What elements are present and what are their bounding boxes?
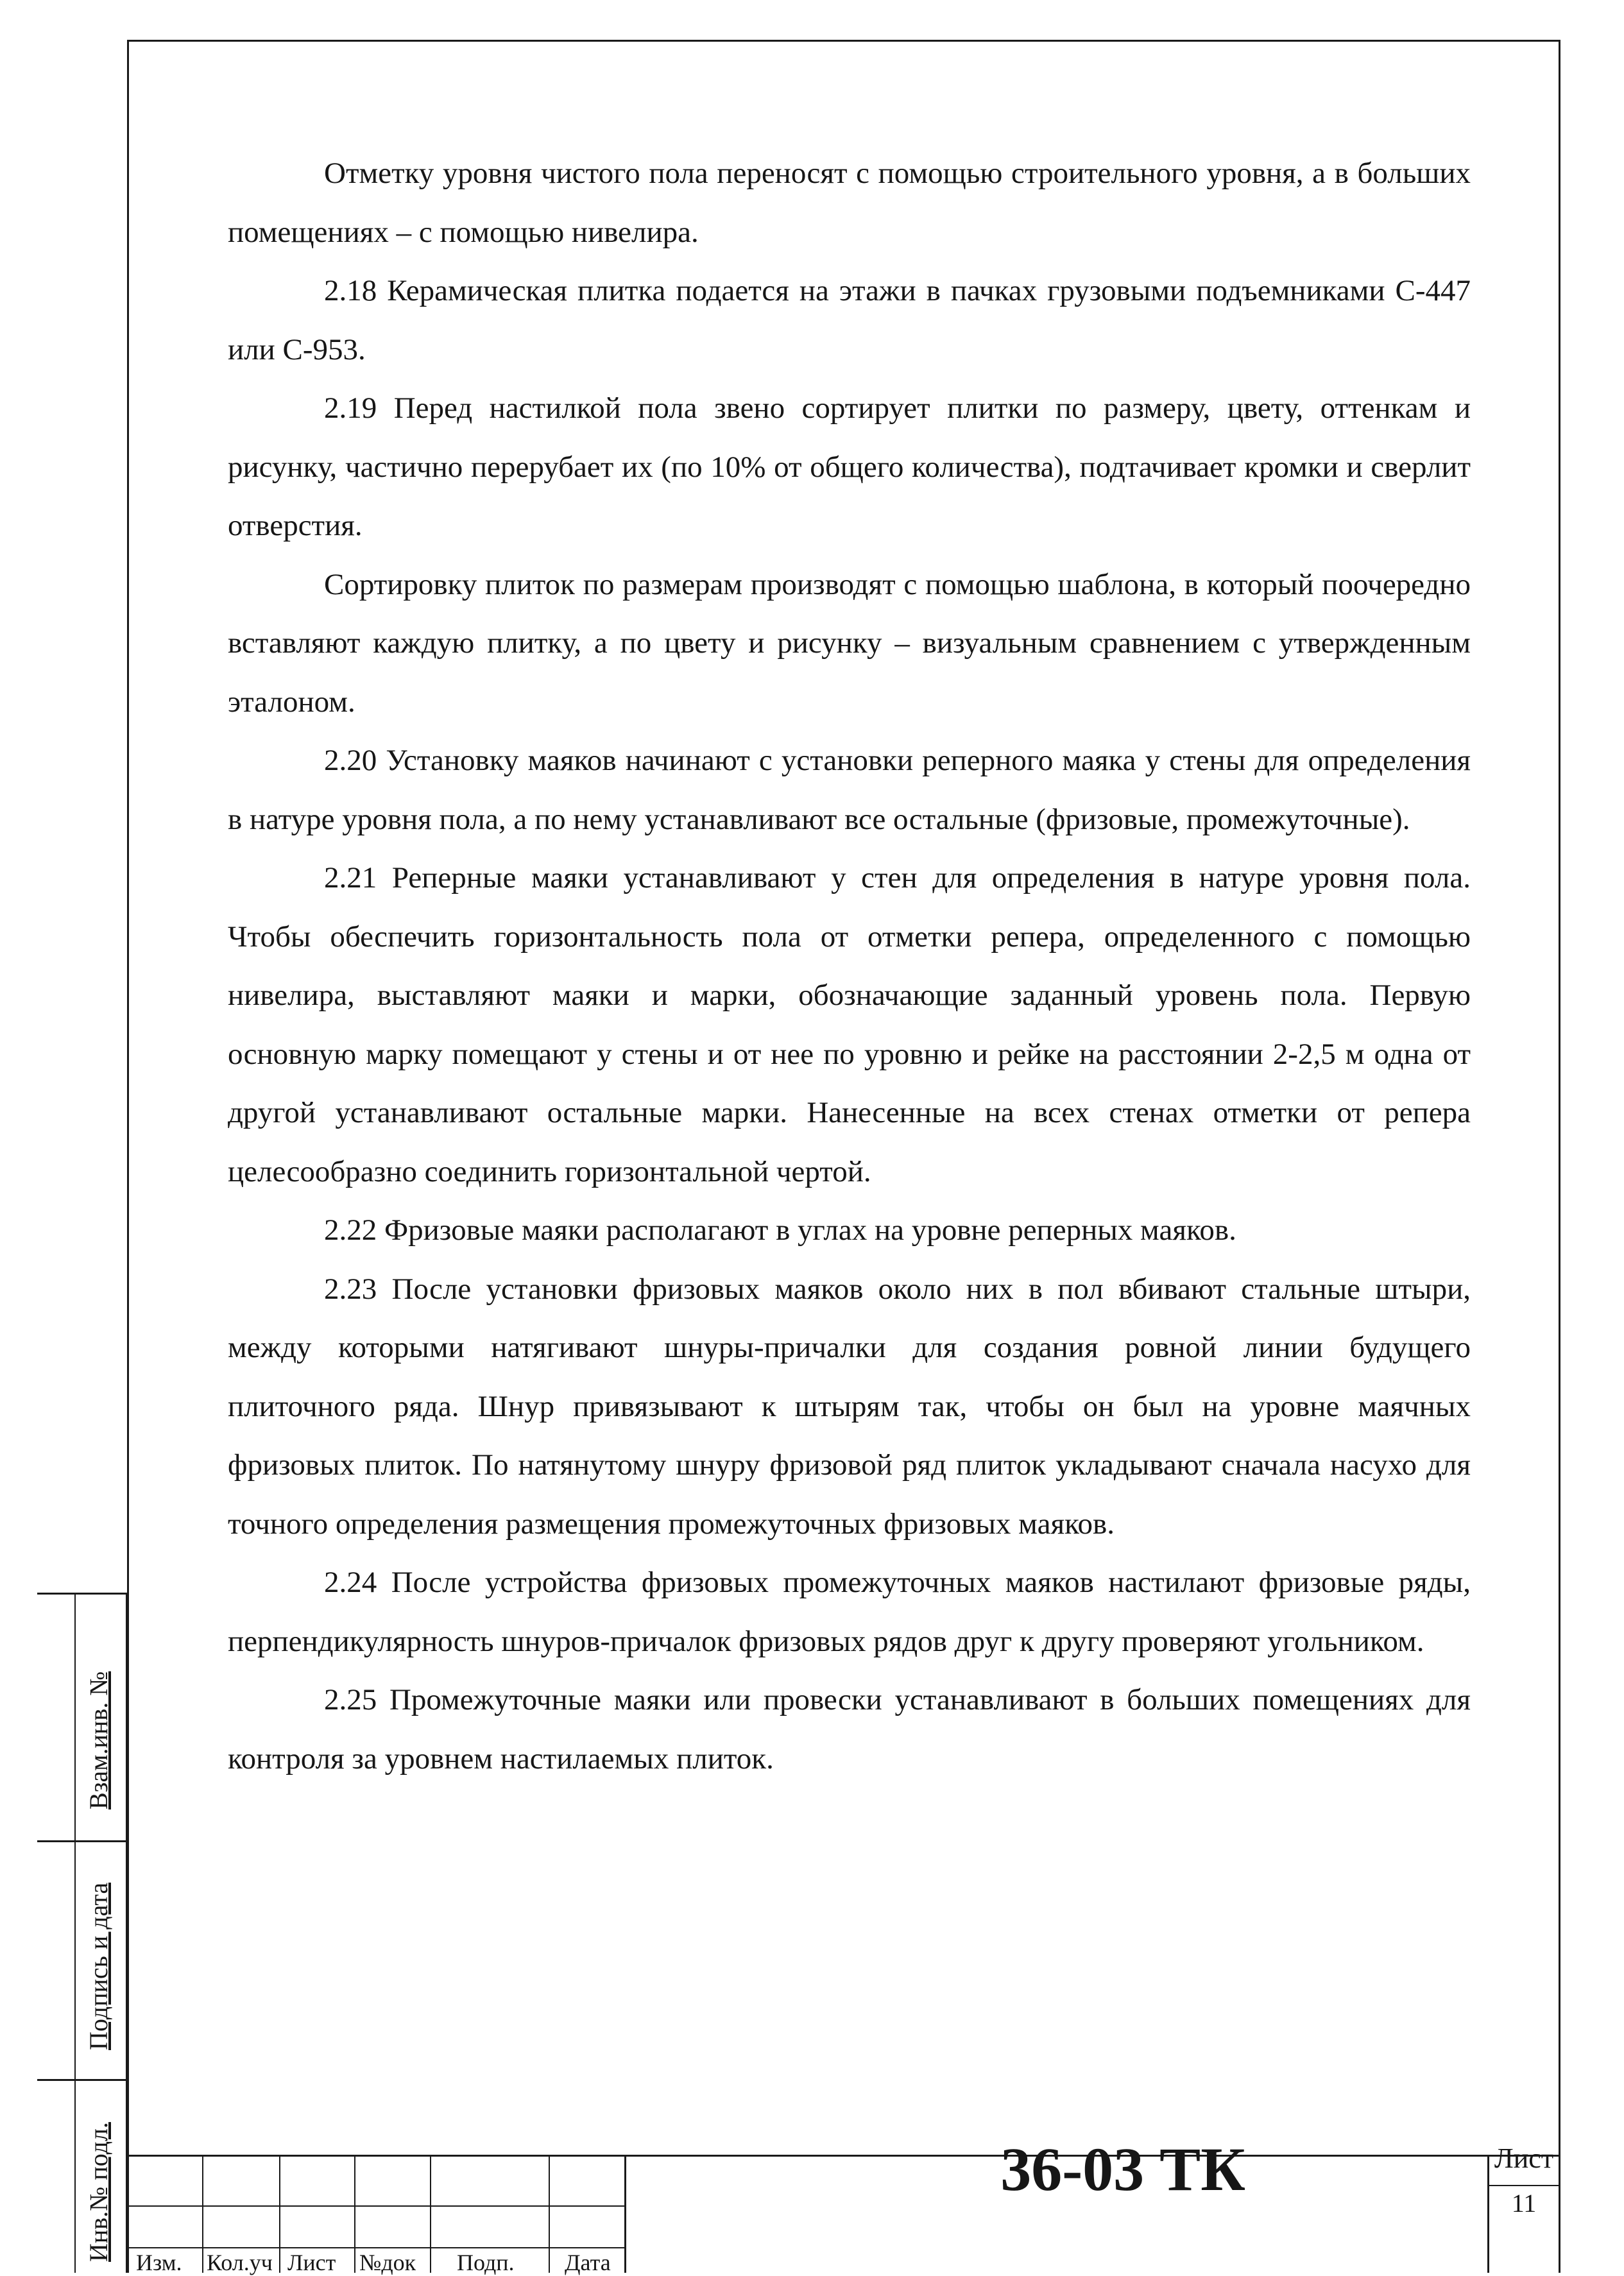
paragraph: Сортировку плиток по размерам производят с помощью шаблона, в который поочередно вставляют каждую плитку, а по цвету и рисунку – визуальным сравнением с утвержденным эталоном. bbox=[228, 567, 1471, 719]
paragraph: 2.25 Промежуточные маяки или провески устанавливают в больших помещениях для контроля за уровнем настилаемых плиток. bbox=[228, 1683, 1471, 1775]
paragraph: 2.19 Перед настилкой пола звено сортирует плитки по размеру, цвету, оттенкам и рисунку, частично перерубает их (по 10% от общего количества), подтачивает кромки и сверлит отверстия. bbox=[228, 391, 1471, 542]
side-stamp bbox=[37, 1593, 127, 2273]
side-stamp-divider bbox=[74, 1595, 76, 2273]
paragraph: 2.20 Установку маяков начинают с установки реперного маяка у стены для определения в натуре уровня пола, а по нему устанавливают все остальные (фризовые, промежуточные). bbox=[228, 744, 1471, 836]
title-block-col-line bbox=[279, 2155, 280, 2273]
side-stamp-podpis: Подпись и дата bbox=[84, 1882, 113, 2050]
main-text bbox=[228, 144, 1471, 1788]
paragraph: 2.23 После установки фризовых маяков около них в пол вбивают стальные штыри, между которыми натягивают шнуры-причалки для создания ровной линии будущего плиточного ряда. Шнур привязывают к штырям так, чтобы он был на уровне маячных фризовых плиток. По натянутому шнуру фризовой ряд плиток укладывают сначала насухо для точного определения размещения промежуточных фризовых маяков. bbox=[228, 1272, 1471, 1541]
side-stamp-divider bbox=[126, 1595, 127, 2273]
paragraph: 2.18 Керамическая плитка подается на этажи в пачках грузовыми подъемниками С-447 или С-953. bbox=[228, 274, 1471, 366]
document-code: 36-03 ТК bbox=[1000, 2135, 1245, 2203]
paragraph: Отметку уровня чистого пола переносят с помощью строительного уровня, а в больших помещениях – с помощью нивелира. bbox=[228, 157, 1471, 249]
paragraph: 2.21 Реперные маяки устанавливают у стен для определения в натуре уровня пола. Чтобы обеспечить горизонтальность пола от отметки репера, определенного с помощью нивелира, выставляют маяки и марки, обозначающие заданный уровень пола. Первую основную марку помещают у стены и от нее по уровню и рейке на расстоянии 2-2,5 м одна от другой устанавливают остальные марки. Нанесенные на всех стенах отметки от репера целесообразно соединить горизонтальной чертой. bbox=[228, 861, 1471, 1188]
title-block-col-line bbox=[202, 2155, 203, 2273]
title-block-col-kol: Кол.уч bbox=[207, 2250, 273, 2275]
paragraph: 2.22 Фризовые маяки располагают в углах на уровне реперных маяков. bbox=[324, 1213, 1236, 1247]
side-stamp-inv: Инв.№ подл. bbox=[84, 2122, 113, 2262]
title-block-col-line bbox=[549, 2155, 550, 2273]
side-stamp-separator bbox=[37, 1840, 127, 1842]
title-block-col-line bbox=[354, 2155, 355, 2273]
title-block-sheet-line bbox=[1487, 2185, 1560, 2186]
sheet-number: 11 bbox=[1511, 2189, 1537, 2218]
side-stamp-vzam: Взам.инв. № bbox=[84, 1671, 113, 1810]
title-block-col-dok: №док bbox=[359, 2250, 416, 2275]
title-block-col-data: Дата bbox=[565, 2250, 611, 2275]
title-block-col-podp: Подп. bbox=[457, 2250, 515, 2275]
title-block-col-list: Лист bbox=[287, 2250, 336, 2275]
side-stamp-separator bbox=[37, 2079, 127, 2081]
title-block-col-line bbox=[624, 2155, 626, 2273]
title-block-col-izm: Изм. bbox=[136, 2250, 182, 2275]
sheet-label: Лист bbox=[1494, 2143, 1554, 2174]
paragraph: 2.24 После устройства фризовых промежуточных маяков настилают фризовые ряды, перпендикулярность шнуров-причалок фризовых рядов друг к другу проверяют угольником. bbox=[228, 1566, 1471, 1658]
title-block-col-line bbox=[430, 2155, 431, 2273]
